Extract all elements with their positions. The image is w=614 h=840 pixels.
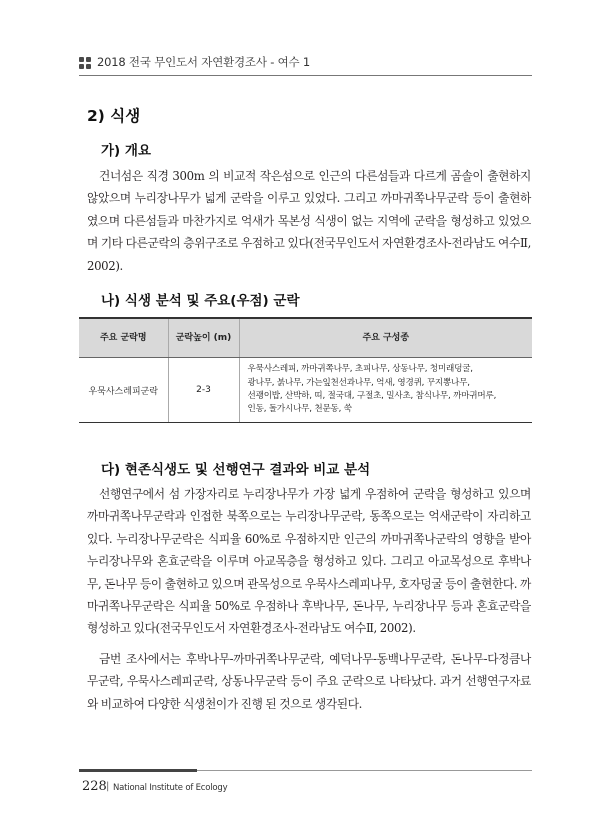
running-header-title: 2018 전국 무인도서 자연환경조사 - 여수 1: [97, 55, 310, 69]
species-cell: [239, 358, 532, 423]
species-line: 인동, 돌가시나무, 천문동, 쑥: [247, 404, 352, 415]
comparison-paragraph-2: 금번 조사에서는 후박나무-까마귀쪽나무군락, 예덕나무-동백나무군락, 돈나무-다정큼나무군락, 우묵사스레피군락, 상동나무군락 등이 주요 군락으로 나타났다. 과거 선행연구자료와 비교하여 다양한 식생천이가 진행 된 것으로 생각된다.: [87, 652, 531, 711]
header-bullet-icon: [79, 57, 91, 69]
footer-accent-bar: [79, 769, 197, 772]
header-divider: [79, 75, 532, 76]
subheading-vegetation-analysis: 나) 식생 분석 및 주요(우점) 군락: [101, 293, 300, 309]
community-name-cell: 우묵사스레피군락: [79, 358, 168, 423]
column-header-species: 주요 구성종: [239, 318, 532, 358]
footer-institute-name: National Institute of Ecology: [113, 783, 228, 793]
table-row: [79, 358, 532, 423]
table-header-row: [79, 318, 532, 358]
overview-paragraph: 건너섬은 직경 300m 의 비교적 작은섬으로 인근의 다른섬들과 다르게 곰솔이 출현하지 않았으며 누리장나무가 넓게 군락을 이루고 있었다. 그리고 까마귀쪽나무군락 등이 출현하였으며 다른섬들과 마찬가지로 억새가 목본성 식생이 없는 지역에 군락을 형성하고 있었으며 기타 다른군락의 층위구조로 우점하고 있다(전국무인도서 자연환경조사-전라남도 여수Ⅱ, 2002).: [87, 169, 531, 273]
section-heading-vegetation: 2) 식생: [87, 107, 141, 125]
species-line: 선괭이밥, 산박하, 띠, 절국대, 구절초, 밀사초, 참식나무, 까마귀머루,: [247, 391, 497, 401]
species-line: 광나무, 붉나무, 가는잎천선과나무, 억새, 영경퀴, 꾸지뽕나무,: [247, 377, 470, 388]
page-number: 228: [82, 779, 107, 794]
subheading-overview: 가) 개요: [101, 143, 151, 159]
subheading-comparison-analysis: 다) 현존식생도 및 선행연구 결과와 비교 분석: [101, 462, 371, 478]
community-height-cell: 2-3: [168, 358, 239, 423]
column-header-height: 군락높이 (m): [168, 318, 239, 358]
column-header-community-name: 주요 군락명: [79, 318, 168, 358]
comparison-paragraph-1: 선행연구에서 섬 가장자리로 누리장나무가 가장 넓게 우점하여 군락을 형성하고 있으며 까마귀쪽나무군락과 인접한 북쪽으로는 누리장나무군락, 동쪽으로는 억새군락이 자리하고 있다. 누리장나무군락은 식피율 60%로 우점하지만 인근의 까마귀쪽나군락의 영향을 받아 누리장나무와 혼효군락을 이루며 아교목층을 형성하고 있다. 그리고 아교목성으로 후박나무, 돈나무 등이 출현하고 있으며 관목성으로 우묵사스레피나무, 호자덩굴 등이 출현한다. 까마귀쪽나무군락은 식피율 50%로 우점하나 후박나무, 돈나무, 누리장나무 등과 혼효군락을 형성하고 있다(전국무인도서 자연환경조사-전라남도 여수Ⅱ, 2002).: [87, 487, 531, 636]
community-table: [79, 317, 532, 423]
footer-separator: |: [106, 781, 110, 792]
species-line: 우묵사스레피, 까마귀쪽나무, 초피나무, 상동나무, 청미래덩굴,: [247, 364, 473, 375]
